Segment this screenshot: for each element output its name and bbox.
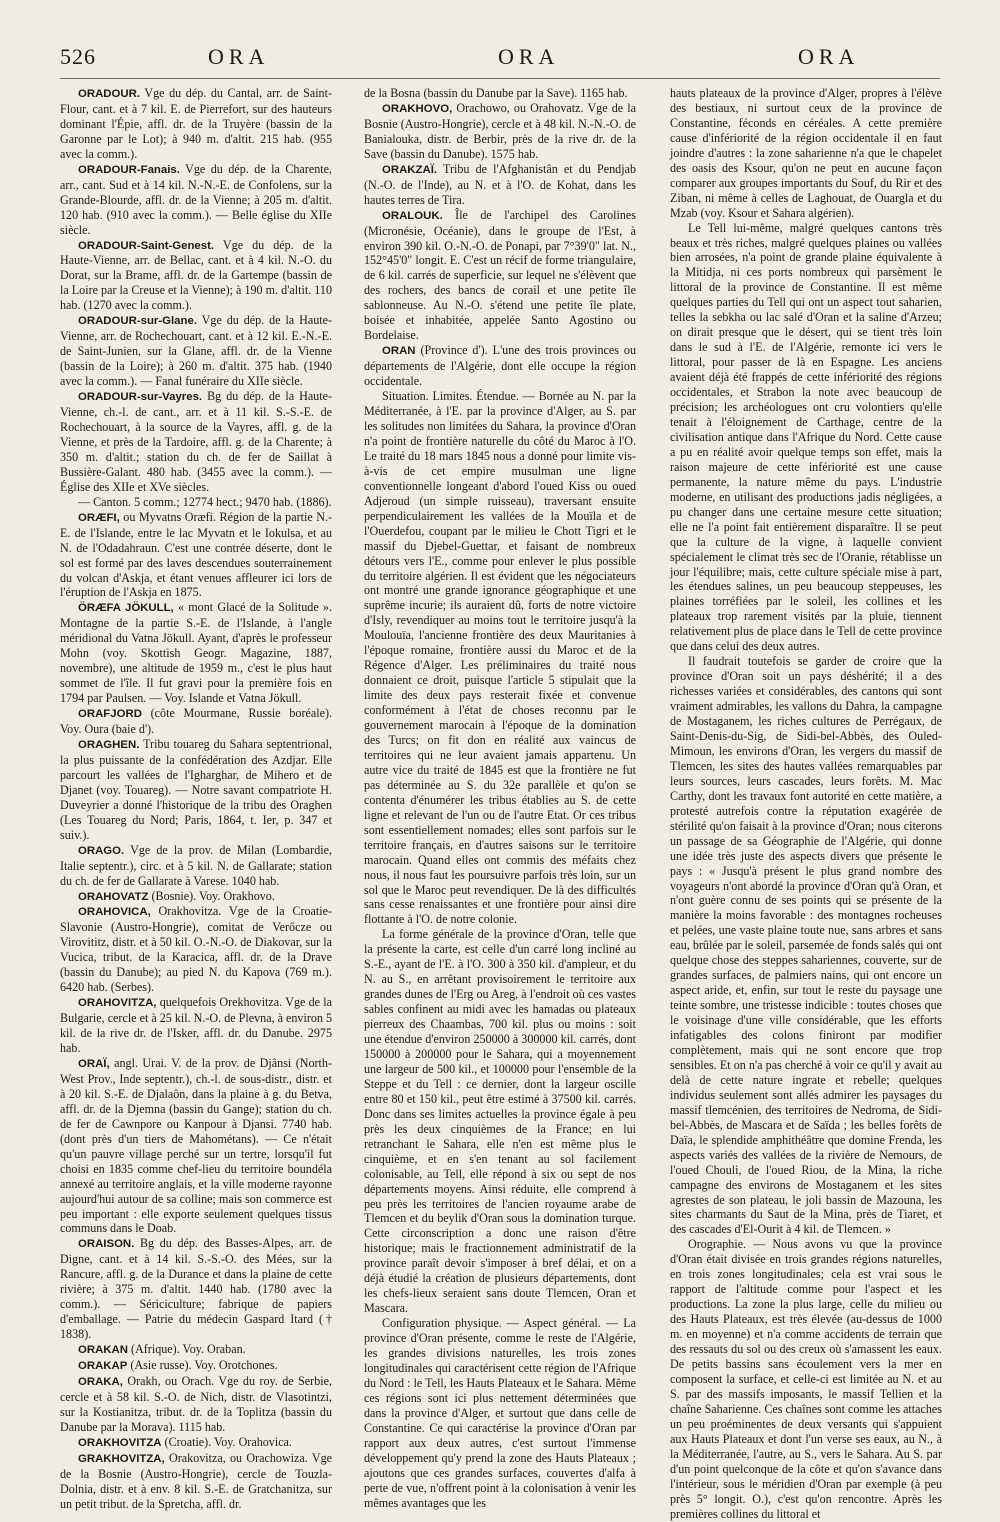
entry-text: de la Bosna (bassin du Danube par la Save). 1165 hab.	[364, 86, 628, 100]
entry-paragraph	[60, 889, 332, 905]
entry-paragraph	[364, 162, 636, 208]
entry-paragraph	[60, 995, 332, 1056]
entry-text: Situation. Limites. Étendue. — Bornée au N. par la Méditerranée, à l'E. par la province d'Alger, au S. par les solitudes non limitées du Sahara, la province d'Oran n'a point de frontière naturelle du côté du Maroc à l'O. Le traité du 18 mars 1845 nous a donné pour limite vis-à-vis de cet empire musulman une ligne conventionnelle longeant d'abord l'oued Kiss ou oued Adjeroud (un simple ruisseau), traversant ensuite perpendiculairement les vallées de la Mouïla et de l'Ouerdefou, coupant par le milieu le Chott Tigri et le massif du Djebel-Guettar, et faisant de nombreux détours vers l'E., comme pour enlever le plus possible du territoire algérien. Il est évident que les négociateurs ont montré une grande ignorance géographique et une suprême incurie; ils auraient dû, forts de notre victoire d'Isly, revendiquer au moins tout le territoire jusqu'à la Moulouïa, l'ancienne frontière des deux Mauritanies à l'époque romaine, frontière aussi du Maroc et de la Régence d'Alger. Les préliminaires du traité nous donnaient ce droit, puisque l'article 5 stipulait que la limite des deux pays resterait fixée et convenue conformément à l'état de choses reconnu par le gouvernement marocain à l'époque de la domination des Turcs; on fit don en réalité aux vaincus de territoires qui ne leur avaient jamais appartenu. Un autre vice du traité de 1845 est que la frontière ne fut pas déterminée au S. du 32e parallèle et qu'on se contenta d'énumérer les tribus établies au S. de cette ligne et relevant de l'un ou de l'autre Etat. Or ces tribus sont essentiellement nomades; elles sont parfois sur le territoire français, en d'autres saisons sur le territoire marocain. Quand elles ont commis des méfaits chez nous, il nous faut les poursuivre parfois très loin, sur un sol que le Maroc peut revendiquer. De là des difficultés sans cesse renaissantes et une frontière pour ainsi dire flottante à l'O. de notre colonie.	[364, 389, 636, 927]
entry-paragraph	[60, 843, 332, 889]
entry-text: Vge du dép. de la Haute-Vienne, arr. de Rochechouart, cant. et à 12 kil. E.-N.-E. de Saint-Junien, sur la Glane, affl. dr. de la Vienne (bassin de la Loire); à 260 m. d'altit. 375 hab. (1940 avec la comm.). — Fanal funéraire du XIIe siècle.	[60, 313, 332, 389]
entry-paragraph	[670, 86, 942, 221]
entry-paragraph	[364, 101, 636, 162]
entry-headword: ORAKHOVITZA	[78, 1436, 162, 1449]
entry-text: Vge du dép. de la Haute-Vienne, arr. de Bellac, cant. et à 4 kil. N.-O. du Dorat, sur la Brame, affl. dr. de la Gartempe (bassin de la Loire par la Creuse et la Vienne); à 190 m. d'altit. 110 hab. (1270 avec la comm.).	[60, 237, 332, 313]
entry-paragraph	[60, 86, 332, 162]
entry-text: Orakhovitza. Vge de la Croatie-Slavonie (Austro-Hongrie), comitat de Verőcze ou Virovititz, distr. et à 50 kil. O.-N.-O. de Diakovar, sur la Vucica, tribut. de la Karacica, affl. dr. de la Drave (bassin du Danube); au pied N. du Kapova (769 m.). 6420 hab. (Serbes).	[60, 904, 332, 995]
entry-paragraph	[364, 1316, 636, 1510]
entry-headword: ORAHOVICA,	[78, 906, 151, 919]
entry-headword: ORAKA,	[78, 1376, 123, 1389]
entry-paragraph	[60, 1374, 332, 1435]
entry-headword: ORADOUR.	[78, 88, 141, 100]
entry-text: La forme générale de la province d'Oran, telle que la présente la carte, est celle d'un carré long incliné au S.-E., ayant de l'E. à l'O. 300 à 350 kil. d'ampleur, et du N. au S., en arrêtant provisoirement le territoire aux grandes dunes de l'Erg ou Areg, à l'endroit où ces vastes sables confinent au midi avec les hamadas ou plateaux pierreux des Chaambas, 700 kil. plus ou moins : soit une étendue d'environ 250000 à 300000 kil. carrés, dont 150000 à 200000 pour le Sahara, qui a moyennement une largeur de 500 kil., et 100000 pour l'ensemble de la Steppe et du Tell : ce dernier, dont la largeur oscille entre 80 et 150 kil., peut être estimé à 37500 kil. carrés. Donc dans ses limites actuelles la province égale à peu près les deux cinquièmes de la France; en lui retranchant le Sahara, elle n'en est même plus le cinquième, et en s'en tenant au sol facilement colonisable, au Tell, elle répond à six ou sept de nos départements moyens. Ainsi réduite, elle comprend à peu près les territoires de l'ancien royaume arabe de Tlemcen et du beylik d'Oran sous la domination turque. Cette circonscription a donc une raison d'être historique; mais le fractionnement administratif de la province paraît devoir s'imposer à bref délai, et on a déjà étudié la création de plusieurs départements, dont les chefs-lieux seraient sans doute Tlemcen, Oran et Mascara.	[364, 927, 636, 1316]
entry-text: — Canton. 5 comm.; 12774 hect.; 9470 hab. (1886).	[78, 494, 332, 509]
entry-paragraph	[364, 343, 636, 389]
entry-text: quelquefois Orekhovitza. Vge de la Bulgarie, cercle et à 25 kil. N.-O. de Plevna, à environ 5 kil. de la rive dr. de l'Isker, affl. dr. du Danube. 2975 hab.	[60, 995, 333, 1056]
entry-headword: ÖRÆFA JÖKULL,	[78, 602, 174, 615]
entry-paragraph	[60, 495, 332, 510]
column-left	[60, 86, 332, 1512]
column-middle	[364, 86, 636, 1511]
entry-text: hauts plateaux de la province d'Alger, propres à l'élève des bestiaux, ni surtout ceux de la province de Constantine, féconds en céréales. A cette première cause d'infériorité de la région occidentale il en faut joindre d'autres : la zone saharienne n'a que le chapelet des oasis des Ksour, qu'on ne peut en aucune façon comparer aux groupes importants du Souf, du Rir et des Ziban, ni même à celles de Laghouat, de Ouargla et du Mzab (voy. Ksour et Sahara algérien).	[670, 86, 942, 220]
entry-text: Le Tell lui-même, malgré quelques cantons très beaux et très riches, malgré quelques plaines ou vallées bien arrosées, n'a point de grande plaine équivalente à la Mitidja, ni ces ports nombreux qui parsèment le littoral de la province de Constantine. Il est même quelques parties du Tell qui ont un aspect tout saharien, telles la sebkha ou lac salé d'Oran et la saline d'Arzeu; on dirait presque que le désert, qui se tient très loin dans le sud à l'E. de l'Algérie, remonte ici vers le littoral, pour passer de là en Espagne. Les anciens avaient déjà été frappés de cette infériorité des régions occidentales, et Strabon la note avec beaucoup de précision; les archéologues ont cru volontiers qu'elle tenait à l'éloignement de Carthage, centre de la civilisation antique dans l'Afrique du Nord. Cette cause a pu en réalité avoir quelque temps son effet, mais la raison majeure de cette infériorité est une cause permanente, la nature même du pays. L'industrie moderne, en utilisant des productions jadis négligées, a pu changer dans une certaine mesure cette situation; elle ne l'a point fait entièrement disparaître. Il se peut que la culture de la vigne, à laquelle convient spécialement le climat très sec de l'Oranie, rétablisse un jour l'équilibre; mais, cette culture spéciale mise à part, les étendues salines, un peu beaucoup steppeuses, les plaines torréfiées par le soleil, les collines et les plateaux trop rarement visités par la pluie, tiennent relativement plus de place dans le Tell de cette province que dans celui des deux autres.	[670, 220, 942, 654]
entry-text: Orachowo, ou Orahovatz. Vge de la Bosnie (Austro-Hongrie), cercle et à 48 kil. N.-N.-O. de Banialouka, distr. de Berbir, près de la rive dr. de la Save (bassin du Danube). 1575 hab.	[364, 100, 636, 161]
entry-paragraph	[364, 389, 636, 927]
entry-paragraph	[364, 208, 636, 344]
entry-headword: ORADOUR-Saint-Genest.	[78, 239, 215, 252]
entry-text: Tribu de l'Afghanistân et du Pendjab (N.-O. de l'Inde), au N. et à l'O. de Kohat, dans les hautes terres de Tira.	[364, 161, 636, 207]
entry-headword: ORAFJORD	[78, 708, 142, 721]
entry-paragraph	[60, 1451, 332, 1512]
entry-text: angl. Urai. V. de la prov. de Djânsi (North-West Prov., Inde septentr.), ch.-l. de sous-distr., distr. et à 20 kil. S.-E. de Djalaôn, dans la plaine à g. du Betva, affl. dr. de la Djemna (bassin du Gange); station du ch. de fer de Cawnpore ou Kanpour à Djansi. 7740 hab. (dont près d'un tiers de Mahométans). — Ce n'était qu'un pauvre village perché sur un tertre, lorsqu'il fut choisi en 1835 comme chef-lieu du territoire boundéla annexé au territoire anglais, et la ville moderne rayonne aujourd'hui autour de sa colline; mais son commerce est peu important : elle exporte seulement quelques tissus communs dans le Doab.	[60, 1056, 332, 1236]
entry-paragraph	[60, 904, 332, 995]
entry-headword: ORAHOVATZ	[78, 890, 149, 903]
entry-text: Il faudrait toutefois se garder de croire que la province d'Oran soit un pays déshérité; il a des richesses variées et considérables, des cantons qui sont vraiment admirables, les vallons du Dahra, la campagne de Mostaganem, les riches cultures de Perrégaux, de Saint-Denis-du-Sig, de Sidi-bel-Abbès, des Ouled-Mimoun, les environs d'Oran, les vergers du massif de Tlemcen, les sites des hautes vallées remarquables par leurs sources, leurs cascades, leurs forêts. M. Mac Carthy, dont les travaux font autorité en cette matière, a protesté autrefois contre la réputation exagérée de stérilité qu'on faisait à la province d'Oran; nous citerons un passage de sa Géographie de l'Algérie, qui donne une idée très juste des aspects divers que présente le pays : « Jusqu'à présent le plus grand nombre des voyageurs n'ont abordé la province d'Oran qu'à Oran, et n'ont guère connu de ses points qui se présente de la manière la moins favorable : des montagnes rocheuses et pelées, une vaste plaine toute nue, sans arbres et sans eau, brûlée par le soleil, parsemée de fonds salés qui ont quelque chose des steppes sahariennes, couverte, sur de grandes surfaces, de palmiers nains, qui ont encore un aspect aride, et, enfin, sur tout le reste du paysage une teinte sombre, une tristesse indicible : toutes choses que le voisinage d'une ville considérable, que les efforts infatigables des colons finiront par modifier complètement, mais qui ne sont encore que trop sensibles. Et on n'a pas cherché à voir ce qu'il y avait au delà de cette nature ingrate et rebelle; quelques individus seulement sont allés admirer les paysages du massif tlemcénien, des territoires de Nedroma, de Sidi-bel-Abbès, de Mascara et de Saïda ; les belles forêts de Daïa, le splendide amphithéâtre que domine Frenda, les aspects variés des vallées de la rivière de Nemours, de l'oued Chouli, de l'oued Riou, de la Mina, la riche campagne des environs de Mostaganem et les sites agrestes de son plateau, le joli bassin de Mazouna, les sites charmants du Saut de la Mina, près de Tiaret, et des cascades d'El-Ourit à 4 kil. de Tlemcen. »	[670, 654, 943, 1237]
entry-headword: ORAGHEN.	[78, 738, 140, 751]
entry-headword: ORADOUR-Fanais.	[78, 163, 180, 176]
entry-headword: ORALOUK.	[382, 209, 443, 222]
page-number: 526	[60, 44, 96, 69]
entry-paragraph	[60, 1342, 332, 1358]
entry-text: Orakh, ou Orach. Vge du roy. de Serbie, cercle et à 58 kil. S.-O. de Nich, distr. de Vlasotintzi, sur la Kostianitza, tribut. dr. de la Toplitza (bassin du Danube par la Morava). 1115 hab.	[60, 1374, 332, 1434]
entry-paragraph	[60, 1358, 332, 1374]
entry-text: Bg du dép. de la Haute-Vienne, ch.-l. de cant., arr. et à 11 kil. S.-S.-E. de Rochechouart, à la source de la Vayres, affl. g. de la Vienne, et près de la Tardoire, affl. g. de la Charente; à 350 m. d'altit.; station du ch. de fer de Saillat à Bussière-Galant. 480 hab. (3455 avec la comm.). — Église des XIIe et XVe siècles.	[60, 389, 332, 494]
entry-text: Vge de la prov. de Milan (Lombardie, Italie septentr.), circ. et à 5 kil. N. de Gallarate; station du ch. de fer de Gallarate à Varese. 1040 hab.	[60, 842, 332, 888]
running-head-center: ORA	[498, 44, 560, 69]
entry-text: (Afrique). Voy. Oraban.	[128, 1342, 246, 1357]
entry-headword: ORAISON.	[78, 1238, 135, 1251]
entry-text: (côte Mourmane, Russie boréale). Voy. Oura (baie d').	[60, 706, 332, 737]
running-head-left: ORA	[208, 44, 270, 69]
entry-headword: ORAKAN	[78, 1344, 128, 1357]
entry-headword: ORADOUR-sur-Vayres.	[78, 391, 203, 404]
entry-headword: ORAKAP	[78, 1360, 128, 1373]
entry-headword: ORAHOVITZA,	[78, 997, 157, 1010]
entry-paragraph	[60, 389, 332, 495]
entry-paragraph	[60, 1056, 332, 1236]
page-header	[60, 44, 940, 74]
entry-text: Orographie. — Nous avons vu que la province d'Oran était divisée en trois grandes régions naturelles, en trois zones longitudinales; cela est vrai sous le rapport de l'altitude comme pour l'aspect et les productions. La zone la plus large, celle du milieu ou des Hauts Plateaux, est très élevée (au-dessus de 1000 m. en moyenne) et n'a comme accidents de terrain que des ressauts du sol ou des creux où s'amassent les eaux. De petits bassins sans écoulement vers la mer en composent la surface, et celle-ci est limitée au N. et au S. par des massifs imposants, le massif Tellien et la chaîne Saharienne. Ces chaînes sont comme les attaches un peu proéminentes de deux versants qui s'appuient aux Hauts Plateaux et dont l'un verse ses eaux, au N., à la Méditerranée, l'autre, au S., vers le Sahara. Au S. par d'un point quelconque de la côte et qu'on s'avance dans l'intérieur, sous le méridien d'Oran par exemple (à peu près 5° longit. O.), c'est qu'on rencontre. Après les premières collines du littoral et	[670, 1237, 943, 1521]
entry-paragraph	[670, 221, 942, 655]
entry-headword: ORAKZAÏ.	[382, 163, 438, 176]
entry-paragraph	[60, 162, 332, 238]
entry-paragraph	[60, 313, 332, 389]
entry-paragraph	[60, 706, 332, 737]
entry-text: « mont Glacé de la Solitude ». Montagne de la partie S.-E. de l'Islande, à l'angle méridional du Vatna Jökull. Ayant, d'après le professeur Mohn (voy. Skottish Geogr. Magazine, 1887, novembre), une altitude de 1959 m., c'est le plus haut sommet de l'île. Il fut gravi pour la première fois en 1794 par Paulsen. — Voy. Islande et Vatna Jökull.	[60, 600, 332, 706]
entry-headword: ORÆFI,	[78, 511, 120, 524]
entry-paragraph	[60, 1435, 332, 1451]
entry-headword: ORAGO.	[78, 844, 125, 857]
entry-paragraph	[60, 600, 332, 706]
entry-text: (Asie russe). Voy. Orotchones.	[127, 1358, 278, 1373]
entry-paragraph	[60, 238, 332, 314]
entry-headword: ORAÏ,	[78, 1058, 110, 1070]
entry-paragraph	[364, 927, 636, 1316]
column-right	[670, 86, 942, 1522]
entry-headword: GRAKHOVITZA,	[78, 1452, 165, 1465]
entry-headword: ORADOUR-sur-Glane.	[78, 315, 197, 328]
entry-text: Orakovitza, ou Orachowiza. Vge de la Bosnie (Austro-Hongrie), cercle de Touzla-Dolnia, distr. et à env. 8 kil. S.-E. de Gratchanitza, sur un petit tribut. de la Spretcha, affl. dr.	[60, 1450, 332, 1511]
entry-text: Tribu touareg du Sahara septentrional, la plus puissante de la confédération des Azdjar. Elle parcourt les vallées de l'Igharghar, de Mihero et de Djanet (voy. Touareg). — Notre savant compatriote H. Duveyrier a donné l'historique de la tribu des Oraghen (Les Touareg du Nord; Paris, 1864, t. Ier, p. 347 et suiv.).	[60, 736, 332, 842]
entry-paragraph	[670, 654, 942, 1237]
entry-text: (Croatie). Voy. Orahovica.	[161, 1434, 292, 1449]
entry-text: Bg du dép. des Basses-Alpes, arr. de Digne, cant. et à 14 kil. S.-S.-O. des Mées, sur la Rancure, affl. g. de la Durance et dans la plaine de cette rivière; à 375 m. d'altit. 1440 hab. (1780 avec la comm.). — Sériciculture; fabrique de papiers d'emballage. — Patrie du médecin Gaspard Itard († 1838).	[60, 1236, 332, 1342]
entry-paragraph	[364, 86, 636, 101]
entry-text: Vge du dép. de la Charente, arr., cant. Sud et à 14 kil. N.-N.-E. de Confolens, sur la Grande-Blourde, affl. dr. de la Vienne; à 205 m. d'altit. 120 hab. (910 avec la comm.). — Belle église du XIIe siècle.	[60, 161, 332, 237]
entry-paragraph	[60, 510, 332, 601]
entry-text: (Bosnie). Voy. Orakhovo.	[148, 888, 275, 903]
running-head-right: ORA	[798, 44, 860, 69]
entry-text: (Province d'). L'une des trois provinces ou départements de l'Algérie, dont elle occupe la région occidentale.	[364, 343, 636, 389]
entry-paragraph	[60, 737, 332, 843]
entry-paragraph	[60, 1236, 332, 1342]
entry-text: ou Myvatns Oræfi. Région de la partie N.-E. de l'Islande, entre le lac Myvatn et le Iokulsa, et au N. de l'Odadahraun. C'est une contrée déserte, dont le sol est formé par des laves descendues souterrainement du volcan d'Askja, et étant venues affleurer ici lors de l'éruption de l'Askja en 1875.	[60, 509, 332, 600]
entry-text: Île de l'archipel des Carolines (Micronésie, Océanie), dans le groupe de l'Est, à environ 390 kil. O.-N.-O. de Ponapi, par 7°39'0" lat. N., 152°45'0" longit. E. C'est un récif de forme triangulaire, de 6 kil. carrés de superficie, sur lequel ne s'élèvent que des rochers, des bancs de corail et une petite île sablonneuse. Au N.-O. s'étend une petite île plate, boisée et inhabitée, appelée Santo Agostino ou Bordelaise.	[364, 207, 636, 343]
entry-headword: ORAN	[382, 345, 416, 358]
entry-text: Vge du dép. du Cantal, arr. de Saint-Flour, cant. et à 7 kil. E. de Pierrefort, sur des hauteurs dominant l'Épie, affl. dr. de la Truyère (bassin de la Garonne par le Lot); à 940 m. d'altit. 215 hab. (955 avec la comm.).	[60, 86, 332, 161]
header-rule	[60, 78, 940, 79]
entry-text: Configuration physique. — Aspect général. — La province d'Oran présente, comme le reste de l'Algérie, les grandes divisions naturelles, les trois zones longitudinales qui caractérisent cette région de l'Afrique du Nord : le Tell, les Hauts Plateaux et le Sahara. Même ces régions sont ici plus nettement déterminées que dans la province d'Alger, et surtout que dans celle de Constantine. Ce qui caractérise la province d'Oran par rapport aux deux autres, c'est surtout l'immense développement qu'y prend la zone des Hauts Plateaux ; ajoutons que ces grandes surfaces, couvertes d'alfa à perte de vue, n'offrent point à la colonisation à venir les mêmes avantages que les	[364, 1316, 636, 1510]
entry-paragraph	[670, 1237, 942, 1521]
entry-headword: ORAKHOVO,	[382, 102, 453, 115]
